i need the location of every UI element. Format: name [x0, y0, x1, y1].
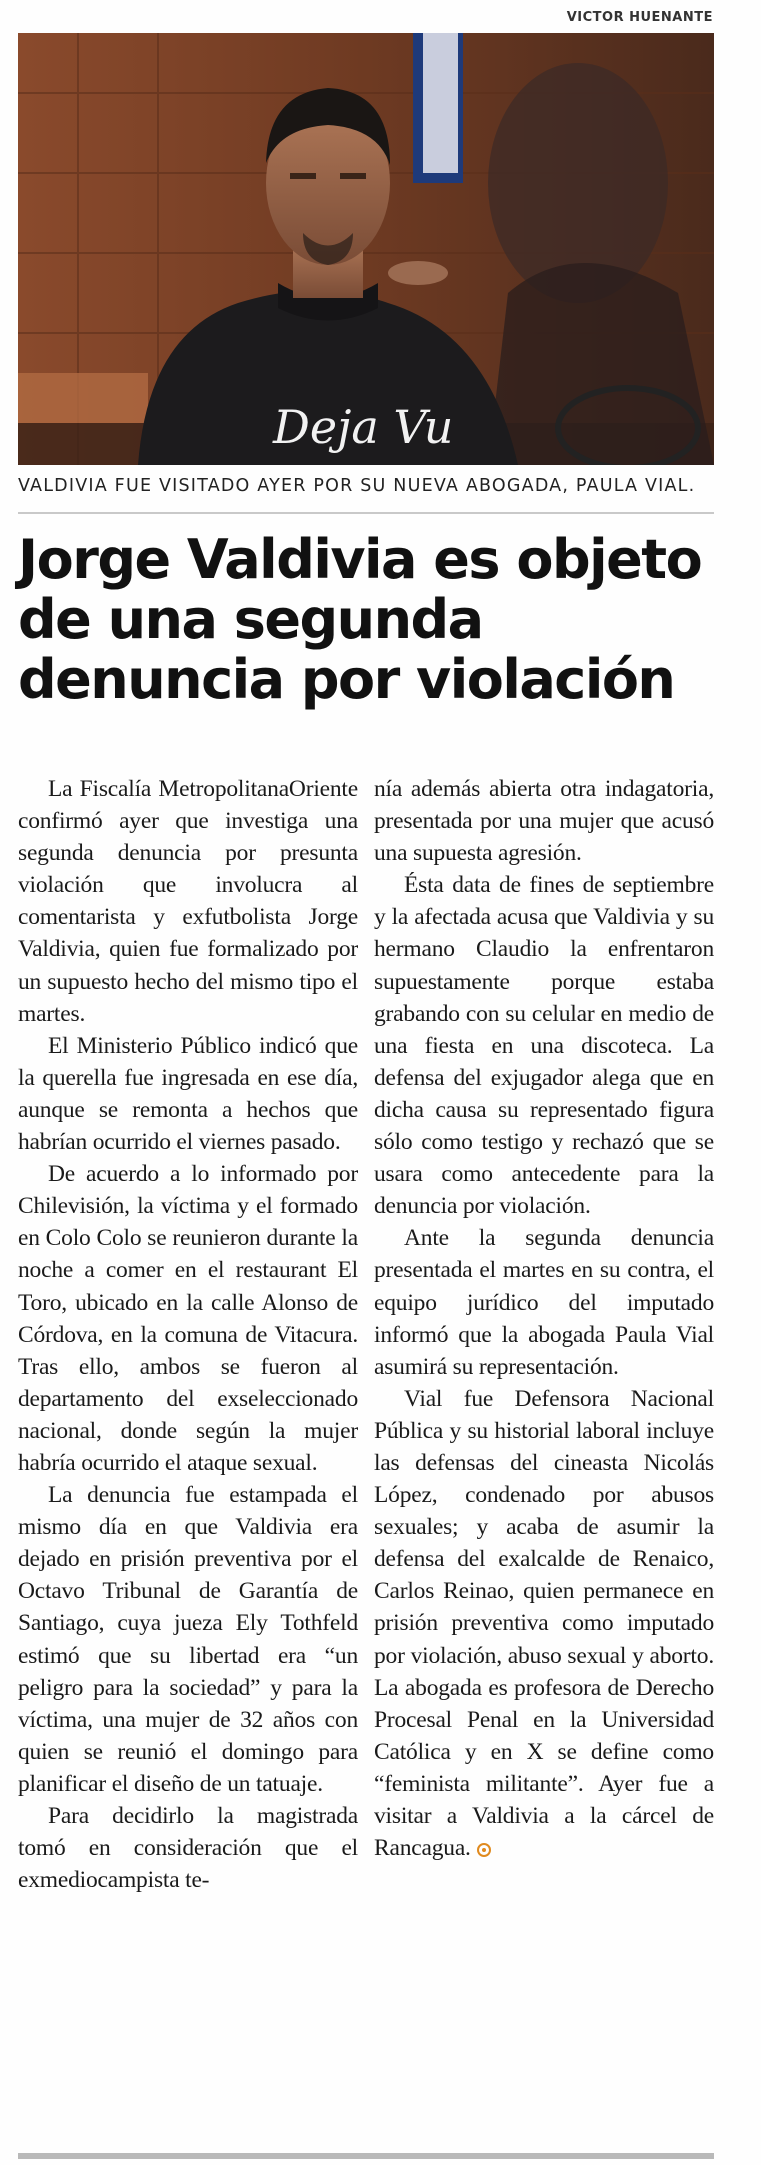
article-body: [18, 773, 714, 1896]
headline: [18, 530, 718, 710]
end-mark-icon: [477, 1843, 491, 1857]
column-right: [374, 773, 714, 1896]
headline-line-2: de una segunda: [18, 588, 483, 651]
headline-line-3: denuncia por violación: [18, 648, 675, 711]
paragraph: nía además abierta otra indagatoria, presentada por una mujer que acusó una supuesta agresión.: [374, 776, 714, 867]
paragraph: El Ministerio Público indicó que la querella fue ingresada en ese día, aunque se remonta a hechos que habrían ocurrido el viernes pasado.: [18, 1032, 358, 1156]
paragraph: La Fiscalía MetropolitanaOriente confirmó ayer que investiga una segunda denuncia por presunta violación que involucra al comentarista y exfutbolista Jorge Valdivia, quien fue formalizado por un supuesto hecho del mismo tipo el martes.: [18, 776, 358, 1027]
news-photo-illustration: [18, 33, 714, 465]
bottom-border: [18, 2153, 714, 2159]
photo-credit: VICTOR HUENANTE: [566, 10, 713, 25]
caption-divider: [18, 512, 714, 514]
headline-line-1: Jorge Valdivia es objeto: [18, 528, 702, 591]
paragraph: Ésta data de fines de septiembre y la afectada acusa que Valdivia y su hermano Claudio la enfrentaron supuestamente porque estaba grabando con su celular en medio de una fiesta en una discoteca. La defensa del exjugador alega que en dicha causa su representado figura sólo como testigo y rechazó que se usara como antecedente para la denuncia por violación.: [374, 872, 714, 1220]
shirt-text: Deja Vu: [273, 400, 454, 454]
paragraph-final: [374, 1383, 714, 1864]
paragraph-final-text: Vial fue Defensora Nacional Pública y su historial laboral incluye las defensas del cineasta Nicolás López, condenado por abusos sexuales; y acaba de asumir la defensa del exalcalde de Renaico, Carlos Reinao, quien permanece en prisión preventiva como imputado por violación, abuso sexual y aborto. La abogada es profesora de Derecho Procesal Penal en la Universidad Católica y en X se define como “feminista militante”. Ayer fue a visitar a Valdivia a la cárcel de Rancagua.: [374, 1385, 714, 1862]
paragraph: De acuerdo a lo informado por Chilevisión, la víctima y el formado en Colo Colo se reunieron durante la noche a comer en el restaurant El Toro, ubicado en la calle Alonso de Córdova, en la comuna de Vitacura. Tras ello, ambos se fueron al departamento del exseleccionado nacional, donde según la mujer habría ocurrido el ataque sexual.: [18, 1161, 358, 1476]
photo-caption: VALDIVIA FUE VISITADO AYER POR SU NUEVA ABOGADA, PAULA VIAL.: [18, 476, 696, 496]
news-photo: [18, 33, 714, 465]
paragraph: Ante la segunda denuncia presentada el martes en su contra, el equipo jurídico del imputado informó que la abogada Paula Vial asumirá su representación.: [374, 1225, 714, 1380]
paragraph: Para decidirlo la magistrada tomó en consideración que el exmediocampista te-: [18, 1803, 358, 1894]
paragraph: La denuncia fue estampada el mismo día en que Valdivia era dejado en prisión preventiva por el Octavo Tribunal de Garantía de Santiago, cuya jueza Ely Tothfeld estimó que su libertad era “un peligro para la sociedad” y para la víctima, una mujer de 32 años con quien se reunió el domingo para planificar el diseño de un tatuaje.: [18, 1482, 358, 1797]
column-left: [18, 773, 358, 1896]
